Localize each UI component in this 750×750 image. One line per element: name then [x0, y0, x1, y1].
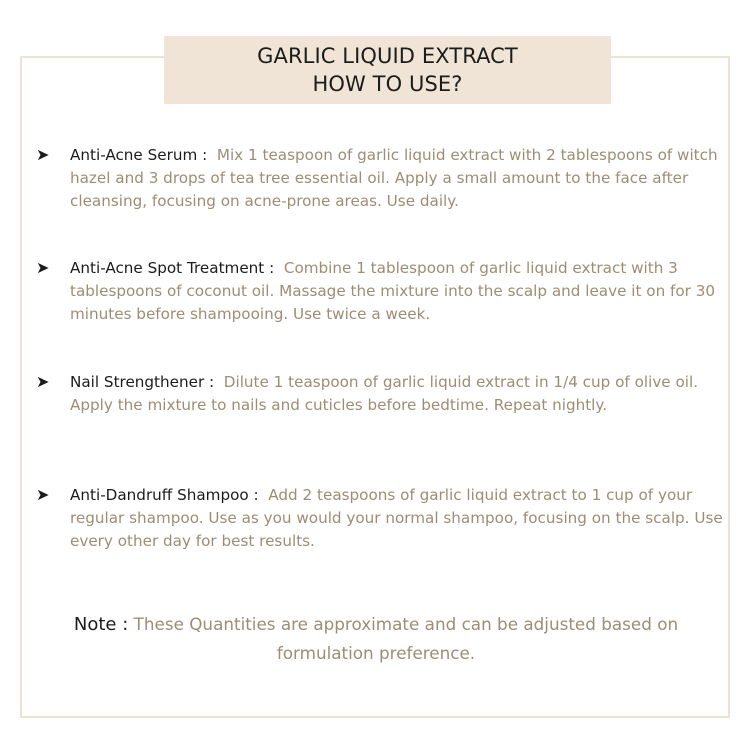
usage-item-text	[36, 484, 726, 553]
usage-item-anti-acne-serum	[36, 144, 726, 213]
note-label: Note :	[73, 614, 129, 635]
usage-item-label: Anti-Acne Spot Treatment :	[70, 259, 275, 277]
usage-item-text	[36, 144, 726, 213]
usage-item-anti-acne-spot-treatment	[36, 257, 726, 326]
usage-item-text	[36, 371, 726, 417]
title-box	[164, 36, 611, 104]
arrowhead-right-icon: ➤	[36, 372, 50, 391]
arrowhead-right-icon: ➤	[36, 258, 50, 277]
usage-item-text	[36, 257, 726, 326]
arrowhead-right-icon: ➤	[36, 145, 50, 164]
page-title: GARLIC LIQUID EXTRACT	[257, 44, 518, 68]
usage-item-description: Dilute 1 teaspoon of garlic liquid extract in 1/4 cup of olive oil. Apply the mixture to nails and cuticles before bedtime. Repeat nightly.	[70, 373, 699, 414]
usage-item-anti-dandruff-shampoo	[36, 484, 726, 553]
usage-item-label: Anti-Dandruff Shampoo :	[70, 486, 259, 504]
note	[36, 610, 716, 667]
page-subtitle: HOW TO USE?	[312, 72, 463, 96]
note-text: These Quantities are approximate and can be adjusted based on formulation preference.	[133, 614, 679, 663]
usage-item-label: Nail Strengthener :	[70, 373, 215, 391]
usage-item-label: Anti-Acne Serum :	[70, 146, 208, 164]
usage-item-description: Add 2 teaspoons of garlic liquid extract to 1 cup of your regular shampoo. Use as you would your normal shampoo, focusing on the scalp. Use every other day for best results.	[70, 486, 723, 550]
usage-item-description: Combine 1 tablespoon of garlic liquid extract with 3 tablespoons of coconut oil. Massage the mixture into the scalp and leave it on for 30 minutes before shampooing. Use twice a week.	[70, 259, 716, 323]
arrowhead-right-icon: ➤	[36, 485, 50, 504]
usage-item-description: Mix 1 teaspoon of garlic liquid extract with 2 tablespoons of witch hazel and 3 drops of tea tree essential oil. Apply a small amount to the face after cleansing, focusing on acne-prone areas. Use daily.	[70, 146, 718, 210]
usage-item-nail-strengthener	[36, 371, 726, 417]
